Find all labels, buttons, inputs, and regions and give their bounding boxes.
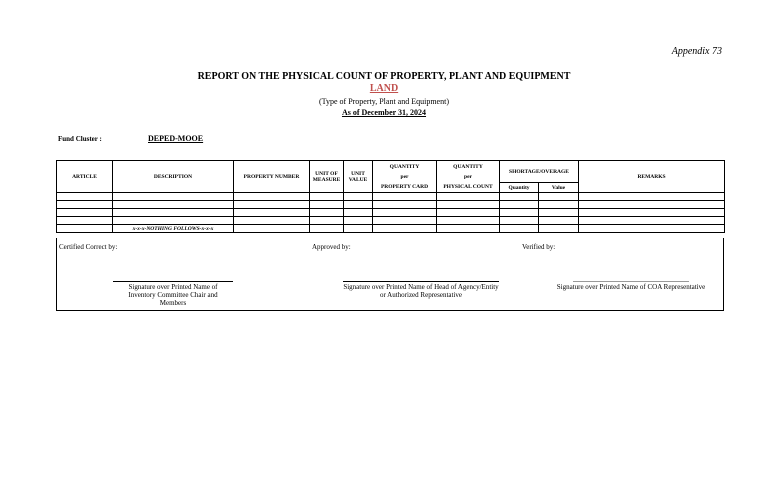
- fund-cluster-label: Fund Cluster :: [58, 135, 102, 143]
- col-qty-card-l2: per: [400, 173, 409, 180]
- sig-line-coa: [573, 281, 689, 282]
- col-description: DESCRIPTION: [113, 161, 234, 193]
- col-qty-physical-count: [437, 161, 500, 193]
- fund-cluster-value: DEPED-MOOE: [148, 134, 204, 143]
- col-qty-count-l2: per: [464, 173, 472, 180]
- col-qty-count-l1: QUANTITY: [453, 163, 483, 170]
- certified-label: Certified Correct by:: [59, 243, 118, 251]
- col-shortage-overage: SHORTAGE/OVERAGE: [500, 161, 579, 183]
- col-unit-value-l1: UNIT: [351, 170, 365, 177]
- verified-label: Verified by:: [522, 243, 556, 251]
- col-remarks: REMARKS: [579, 161, 725, 193]
- as-of-date: As of December 31, 2024: [341, 108, 427, 117]
- signature-section: [56, 238, 724, 311]
- table-row: [57, 217, 725, 225]
- table-row: [57, 225, 725, 233]
- report-title: REPORT ON THE PHYSICAL COUNT OF PROPERTY, PLANT AND EQUIPMENT: [197, 71, 571, 82]
- sig-caption-coa: Signature over Printed Name of COA Representative: [556, 283, 706, 291]
- approved-label: Approved by:: [312, 243, 351, 251]
- col-shortage-value: Value: [539, 183, 579, 193]
- table-row: [57, 209, 725, 217]
- col-property-number: PROPERTY NUMBER: [234, 161, 310, 193]
- inventory-table: [56, 160, 725, 233]
- col-article: ARTICLE: [57, 161, 113, 193]
- ppe-type-caption: (Type of Property, Plant and Equipment): [318, 97, 449, 106]
- ppe-type: LAND: [369, 83, 399, 94]
- col-unit-of-measure-l2: MEASURE: [312, 176, 341, 183]
- col-unit-value-l2: VALUE: [348, 176, 368, 183]
- nothing-follows-marker: x-x-x-NOTHING FOLLOWS-x-x-x: [113, 225, 234, 233]
- sig-line-committee: [113, 281, 233, 282]
- col-qty-property-card: [373, 161, 437, 193]
- col-unit-value: [344, 161, 373, 193]
- col-unit-of-measure-l1: UNIT OF: [315, 170, 338, 177]
- col-qty-count-l3: PHYSICAL COUNT: [443, 183, 493, 190]
- appendix-label: Appendix 73: [671, 46, 722, 57]
- sig-line-head: [343, 281, 499, 282]
- table-row: [57, 193, 725, 201]
- sig-caption-committee: Signature over Printed Name of Inventory Committee Chair and Members: [128, 283, 218, 307]
- col-unit-of-measure: [310, 161, 344, 193]
- col-shortage-quantity: Quantity: [500, 183, 539, 193]
- sig-caption-head: Signature over Printed Name of Head of Agency/Entity or Authorized Representative: [343, 283, 499, 299]
- col-qty-card-l1: QUANTITY: [389, 163, 420, 170]
- table-row: [57, 201, 725, 209]
- col-qty-card-l3: PROPERTY CARD: [380, 183, 429, 190]
